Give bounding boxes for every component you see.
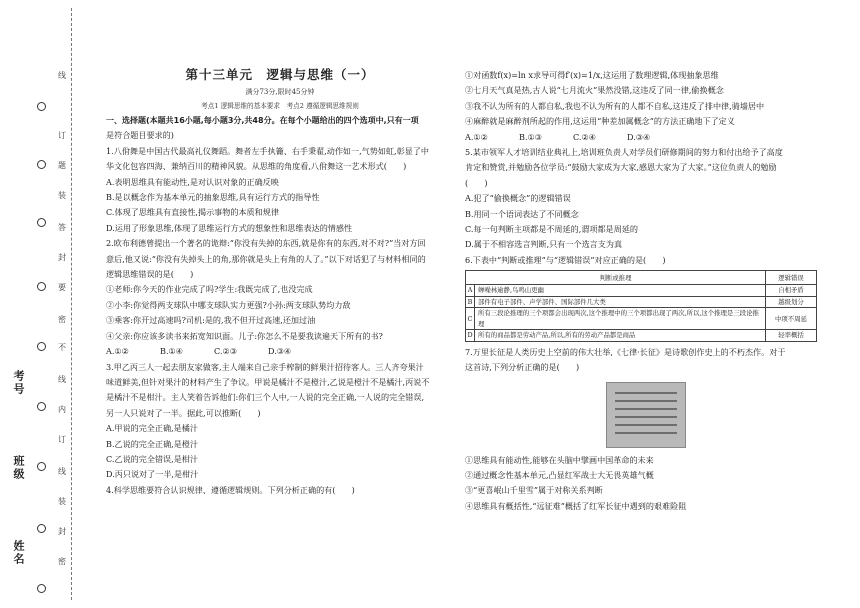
table-cell: 轻率概括 [766, 330, 817, 342]
binding-margin [0, 0, 80, 608]
text-line: 味道鲜美,但针对果汁的材料产生了争议。甲说是橘汁不是橙汁,乙说是橙汁不是橘汁,丙说不 [106, 376, 430, 387]
text-line: 另一人只说对了一半。据此,可以推断( ) [106, 407, 261, 418]
text-line: 3.甲乙丙三人一起去朋友家做客,主人端来自己亲手榨制的鲜果汁招待客人。三人齐夸果汁 [106, 361, 424, 372]
binding-label: 线 [58, 467, 66, 476]
text-line: 5.某市领军人才培训结业典礼上,培训班负责人对学员们研修期间的努力和付出给予了高度 [465, 147, 783, 158]
binding-hole [37, 282, 46, 291]
table-cell: B [466, 296, 475, 308]
left-column [106, 66, 454, 498]
text-line: 意后,他又说:“你没有失掉头上的角,那你就是头上有角的人了。”以下对话犯了与材料相同的 [106, 253, 426, 264]
text-line: ④思维具有概括性,“远征难”概括了红军长征中遇到的艰难险阻 [465, 500, 687, 511]
table-row [466, 308, 817, 330]
poem-calligraphy-image [606, 382, 686, 448]
text-line: ①老师:你今天的作业完成了吗?学生:我既完成了,也没完成 [106, 284, 313, 295]
text-line: ②七月天气真是热,古人说“七月流火”果然没错,这违反了同一律,偷换概念 [465, 85, 724, 96]
binding-label: 订 [58, 131, 66, 140]
table-cell: 中项不周延 [766, 308, 817, 330]
answer-option: A.表明思维具有能动性,是对认识对象的正确反映 [106, 176, 279, 187]
table-cell: 所有三段论推理的三个项都会出现两次,这个推理中的三个项都出现了两次,所以,这个推理是三段论推理 [475, 308, 766, 330]
binding-hole [37, 218, 46, 227]
binding-hole [37, 584, 46, 593]
text-line: ③“更喜岷山千里雪”属于对称关系判断 [465, 485, 603, 496]
binding-hole [37, 402, 46, 411]
page-subtitle: 满分73分,限时45分钟 [245, 88, 315, 96]
binding-label: 不 [58, 343, 66, 352]
text-line: 4.科学思维要符合认识规律、遵循逻辑规则。下列分析正确的有( ) [106, 484, 355, 495]
options-row [106, 344, 454, 359]
table-cell: 部件有电子部件、声学部件、国际部件几大类 [475, 296, 766, 308]
text-line: ①思维具有能动性,能够在头脑中擘画中国革命的未来 [465, 454, 654, 465]
table-header-row [466, 271, 817, 285]
page-title: 第十三单元 逻辑与思维（一） [185, 67, 375, 82]
text-line: 肯定和赞赏,并勉励各位学员:“鼓励大家成为大家,感恩大家为了大家。”这位负责人的勉励 [465, 162, 777, 173]
answer-option: D.属于不相容选言判断,只有一个选言支为真 [465, 239, 623, 250]
text-line: 是符合题目要求的) [106, 130, 174, 141]
table-cell: 所有的商品都是劳动产品,所以,所有的劳动产品都是商品 [475, 330, 766, 342]
binding-label: 答 [58, 223, 66, 232]
answer-option: C.②④ [573, 131, 596, 142]
binding-label: 内 [58, 405, 66, 414]
binding-hole [37, 102, 46, 111]
table-cell: 蝉噪林逾静,鸟鸣山更幽 [475, 285, 766, 297]
text-line: 华文化包容四海、兼纳百川的精神风貌。从思维的角度看,八佾舞这一艺术形式( ) [106, 161, 407, 172]
binding-label: 订 [58, 435, 66, 444]
table-header: 逻辑错误 [766, 271, 817, 285]
text-line: ④麻醉就是麻醉剂所起的作用,这运用“种差加属概念”的方法正确地下了定义 [465, 116, 735, 127]
binding-label: 要 [58, 283, 66, 292]
class-field[interactable]: 班级 [12, 455, 25, 481]
answer-option: B.用同一个语词表达了不同概念 [465, 208, 579, 219]
logic-table [465, 270, 817, 342]
text-line: 逻辑思维错误的是( ) [106, 269, 194, 280]
answer-option: B.乙说的完全正确,是橙汁 [106, 438, 199, 449]
table-cell: D [467, 331, 473, 340]
text-line: 2.欧布利德曾提出一个著名的诡辩:“你没有失掉的东西,就是你有的东西,对不对?”当对方回 [106, 238, 426, 249]
table-cell: 自相矛盾 [766, 285, 817, 297]
page-topics: 考点1 逻辑思维的基本要求 考点2 遵循逻辑思维规则 [201, 102, 359, 110]
answer-option: B.①④ [160, 346, 184, 357]
exam-number-field[interactable]: 考号 [12, 370, 25, 396]
options-row [465, 130, 817, 145]
text-line: ①对函数f(x)=ln x求导可得f′(x)=1/x,这运用了数理逻辑,体现抽象思维 [465, 70, 719, 80]
table-row [466, 285, 817, 297]
answer-option: A.犯了“偷换概念”的逻辑错误 [465, 193, 571, 204]
answer-option: D.③④ [627, 131, 651, 142]
text-line: ④父亲:你应该多读书来拓宽知识面。儿子:你怎么不是要我读遍天下所有的书? [106, 330, 383, 341]
table-cell: C [466, 308, 475, 330]
text-line: 这首诗,下列分析正确的是( ) [465, 362, 580, 373]
binding-label: 密 [58, 315, 66, 324]
table-row [466, 330, 817, 342]
answer-option: C.体现了思维具有直接性,揭示事物的本质和规律 [106, 207, 279, 218]
binding-label: 题 [58, 161, 66, 170]
answer-option: D.③④ [268, 346, 292, 357]
binding-hole [37, 462, 46, 471]
answer-option: D.运用了形象思维,体现了思维运行方式的想象性和思维表达的情感性 [106, 222, 353, 233]
name-field[interactable]: 姓名 [12, 540, 25, 566]
answer-option: A.①② [465, 131, 488, 142]
text-line: 7.万里长征是人类历史上空前的伟大壮举,《七律·长征》是诗歌创作史上的不朽杰作。对于 [465, 346, 786, 357]
text-line: ②小李:你觉得两支球队中哪支球队实力更强?小孙:两支球队势均力敌 [106, 299, 351, 310]
answer-option: C.②③ [214, 346, 237, 357]
answer-option: C.乙说的完全错误,是柑汁 [106, 453, 198, 464]
text-line: 6.下表中“判断或推理”与“逻辑错误”对应正确的是( ) [465, 254, 666, 265]
right-column [465, 68, 817, 514]
text-line: ③我不认为所有的人都自私,我也不认为所有的人都不自私,这违反了排中律,骑墙居中 [465, 100, 765, 111]
text-line: ②通过概念性基本单元,凸显红军战士大无畏英雄气概 [465, 470, 654, 480]
binding-hole [37, 342, 46, 351]
answer-option: C.每一句判断主项都是不周延的,谓项都是周延的 [465, 224, 638, 235]
text-line: 是橘汁不是柑汁。主人笑着告诉他们:你们三个人中,一人说的完全正确,一人说的完全错误, [106, 392, 425, 403]
binding-hole [37, 524, 46, 533]
answer-option: A.甲说的完全正确,是橘汁 [106, 423, 198, 434]
table-row [466, 296, 817, 308]
table-cell: A [466, 285, 475, 297]
text-line: ③乘客:你开过高速吗?司机:是的,我不但开过高速,还加过油 [106, 315, 316, 326]
binding-label: 装 [58, 191, 66, 200]
answer-option: B.是以概念作为基本单元的抽象思维,具有运行方式的指导性 [106, 192, 320, 203]
binding-label: 封 [58, 253, 66, 262]
binding-hole [37, 160, 46, 169]
text-line: ( ) [465, 177, 488, 188]
text-line: 1.八佾舞是中国古代最高礼仪舞蹈。舞者左手执籥、右手秉翟,动作如一,气势如虹,彰显了中 [106, 145, 430, 156]
binding-label: 线 [58, 375, 66, 384]
answer-option: B.①③ [519, 131, 543, 142]
binding-dashed-line [71, 8, 72, 600]
section-heading: 一、选择题(本题共16小题,每小题3分,共48分。在每个小题给出的四个选项中,只有一项 [106, 116, 419, 125]
binding-label: 线 [58, 71, 66, 80]
binding-label: 装 [58, 497, 66, 506]
binding-label: 封 [58, 527, 66, 536]
table-header: 判断或推理 [466, 271, 766, 285]
answer-option: A.①② [106, 346, 129, 357]
answer-option: D.丙只说对了一半,是柑汁 [106, 469, 199, 480]
table-cell: 越级划分 [766, 296, 817, 308]
binding-label: 密 [58, 557, 66, 566]
